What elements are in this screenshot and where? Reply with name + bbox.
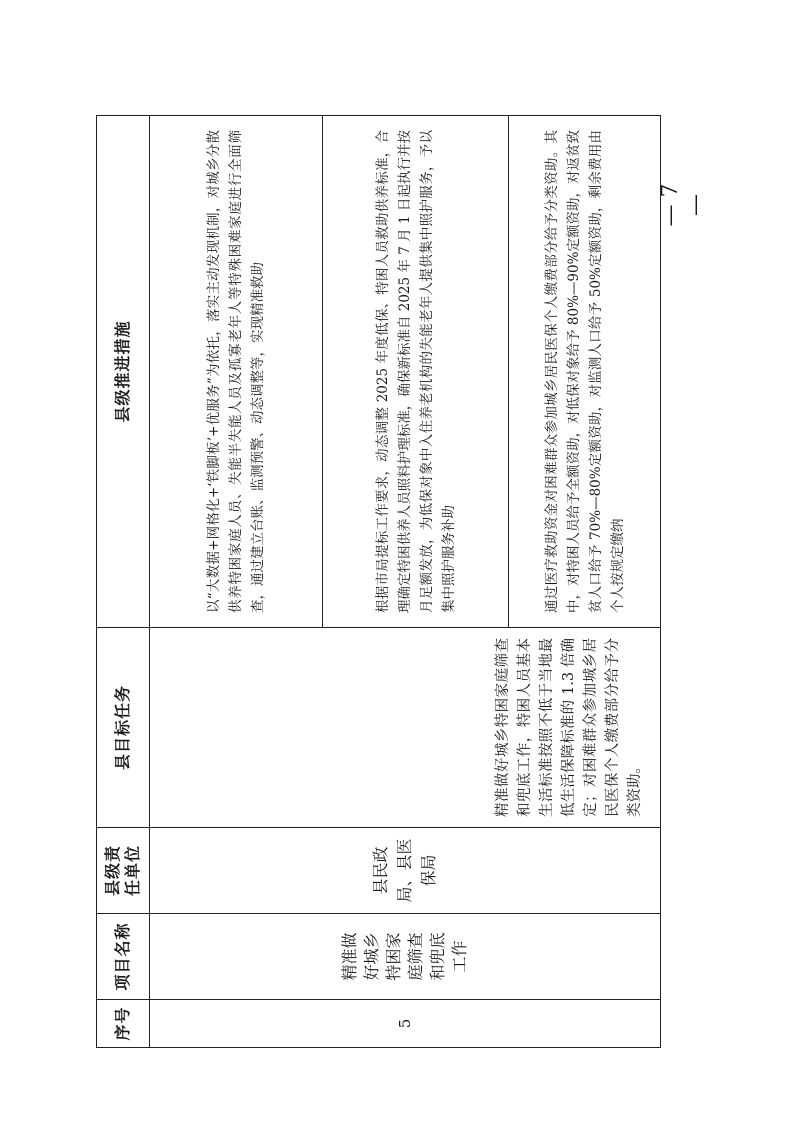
table-header-row xyxy=(97,116,150,1048)
row-number: 5 xyxy=(150,1000,661,1048)
header-responsible-unit xyxy=(97,828,150,914)
table-row xyxy=(150,116,323,1048)
project-name: 精准做好城乡特困家庭筛查和兜底工作 xyxy=(150,914,661,1000)
header-county-measures: 县级推进措施 xyxy=(97,116,150,628)
header-county-task: 县目标任务 xyxy=(97,628,150,828)
header-responsible-unit-text: 县级责任单位 xyxy=(103,845,142,897)
measures-table xyxy=(96,115,661,1048)
page-number: — 7 — xyxy=(658,183,708,227)
measure-item: 通过医疗救助资金对困难群众参加城乡居民医保个人缴费部分给予分类资助。其中，对特困人员给予全额资助，对低保对象给予 80%—90%定额资助，对返贫致贫人口给予 70%—80%定额资助，对监测人口给予 50%定额资助，剩余费用由个人按规定缴纳 xyxy=(509,116,661,628)
rotated-page-content xyxy=(96,116,661,1048)
responsible-unit: 县民政局、县医保局 xyxy=(150,828,661,914)
header-project-name: 项目名称 xyxy=(97,914,150,1000)
county-task: 精准做好城乡特困家庭筛查和兜底工作，特困人员基本生活标准按照不低于当地最低生活保障标准的 1.3 倍确定；对困难群众参加城乡居民医保个人缴费部分给予分类资助。 xyxy=(150,628,661,828)
measure-item: 以“大数据+网格化+‘铁脚板’+优服务”为依托，落实主动发现机制，对城乡分散供养特困家庭人员、失能半失能人员及孤寡老年人等特殊困难家庭进行全面筛查，通过建立台账、监测预警、动态调整等，实现精准救助 xyxy=(150,116,323,628)
measure-item: 根据市局提标工作要求，动态调整 2025 年度低保、特困人员救助供养标准，合理确定特困供养人员照料护理标准，确保新标准自 2025 年 7 月 1 日起执行并按月足额发放，为低保对象中入住养老机构的失能老年人提供集中照护服务，予以集中照护服务补助 xyxy=(323,116,509,628)
header-no: 序号 xyxy=(97,1000,150,1048)
